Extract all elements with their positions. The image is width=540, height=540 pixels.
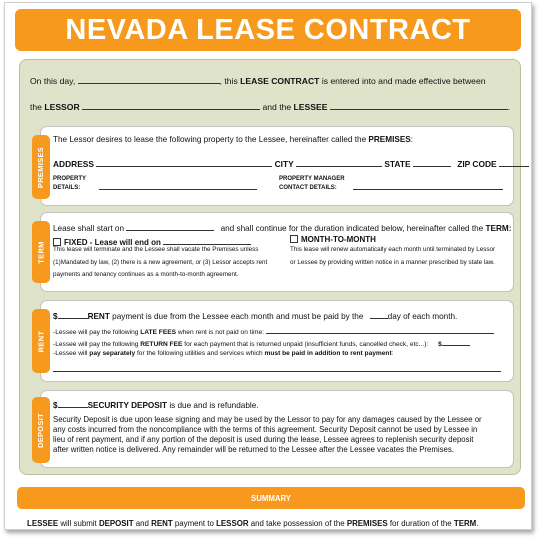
manager-details-label: PROPERTY MANAGER CONTACT DETAILS:: [279, 176, 345, 191]
rent-amount-row: $ RENT payment is due from the Lessee each month and must be paid by the day of each month.: [53, 309, 457, 322]
premises-intro: The Lessor desires to lease the following property to the Lessee, hereinafter called the PREMISES:: [53, 135, 414, 144]
intro-line-2: the LESSOR and the LESSEE .: [30, 102, 511, 112]
lessor-name-field[interactable]: [82, 100, 260, 110]
deposit-amount-field[interactable]: [58, 398, 88, 408]
address-field[interactable]: [96, 157, 272, 167]
rent-tab: RENT: [32, 309, 50, 373]
intro-line-1: On this day, , this LEASE CONTRACT is entered into and made effective between: [30, 76, 486, 86]
premises-tab: PREMISES: [32, 135, 50, 199]
summary-text: LESSEE will submit DEPOSIT and RENT payment to LESSOR and take possession of the PREMISES for duration of the TERM.: [27, 519, 479, 528]
property-details-label: PROPERTY DETAILS:: [53, 176, 87, 191]
lease-document: [4, 2, 532, 530]
term-section: [36, 212, 514, 292]
rent-section: [36, 300, 514, 382]
term-start-row: Lease shall start on and shall continue for the duration indicated below, hereinafter called the TERM:: [53, 221, 511, 234]
fixed-option[interactable]: FIXED - Lease will end on: [53, 235, 251, 247]
start-date-field[interactable]: [126, 221, 214, 231]
deposit-terms: Security Deposit is due upon lease signing and may be used by the Lessor to pay for any damages caused by the Lessee or any costs incurred from the noncompliance with the terms of this agreement. Security Deposit cannot be used by Lessee in lieu of rent payment, and if any portion of the deposit is used during the lease, Lessee agrees to replenish security deposit after written notice is delivered. Any remainder will be returned to the Lessee after the Lessee vacates the Premises.: [53, 415, 482, 455]
utilities-row: -Lessee will pay separately for the following utilities and services which must be paid in addition to rent payment:: [53, 350, 394, 357]
city-field[interactable]: [296, 157, 382, 167]
term-tab: TERM: [32, 221, 50, 283]
state-field[interactable]: [413, 157, 451, 167]
return-fee-row: -Lessee will pay the following RETURN FEE for each payment that is returned unpaid (insufficient funds, cancelled check, etc...): $: [53, 338, 470, 348]
lessee-label: LESSEE: [293, 102, 328, 112]
return-fee-field[interactable]: [442, 338, 470, 346]
utilities-field[interactable]: [53, 362, 501, 372]
zip-field[interactable]: [499, 157, 529, 167]
rent-due-day-field[interactable]: [370, 309, 388, 319]
deposit-section: [36, 390, 514, 468]
document-title: NEVADA LEASE CONTRACT: [15, 9, 521, 51]
contract-body: [19, 59, 521, 475]
premises-section: [36, 126, 514, 206]
deposit-tab: DEPOSIT: [32, 397, 50, 463]
late-fees-field[interactable]: [266, 326, 494, 334]
month-to-month-checkbox[interactable]: [290, 235, 298, 243]
summary-heading: SUMMARY: [17, 487, 525, 509]
deposit-amount-row: $ SECURITY DEPOSIT is due and is refundable.: [53, 398, 259, 411]
lessee-name-field[interactable]: [330, 100, 508, 110]
month-to-month-description: This lease will renew automatically each month until terminated by Lessor or Lessee by providing written notice in a manner prescribed by state law.: [290, 246, 496, 266]
fixed-checkbox[interactable]: [53, 238, 61, 246]
manager-details-field[interactable]: [353, 180, 503, 190]
date-field[interactable]: [78, 74, 220, 84]
end-date-field[interactable]: [163, 235, 251, 245]
address-row: ADDRESS CITY STATE ZIP CODE: [53, 157, 529, 169]
month-to-month-option[interactable]: MONTH-TO-MONTH: [290, 235, 376, 244]
rent-amount-field[interactable]: [58, 309, 88, 319]
lessor-label: LESSOR: [44, 102, 80, 112]
late-fees-row: -Lessee will pay the following LATE FEES when rent is not paid on time:: [53, 326, 494, 336]
property-details-field[interactable]: [99, 180, 257, 190]
fixed-description: This lease will terminate and the Lessee shall vacate the Premises unless (1)Mandated by law, (2) there is a new agreement, or (3) Lessor accepts rent payments and tenancy continues as a month-to-month agreement.: [53, 246, 268, 278]
